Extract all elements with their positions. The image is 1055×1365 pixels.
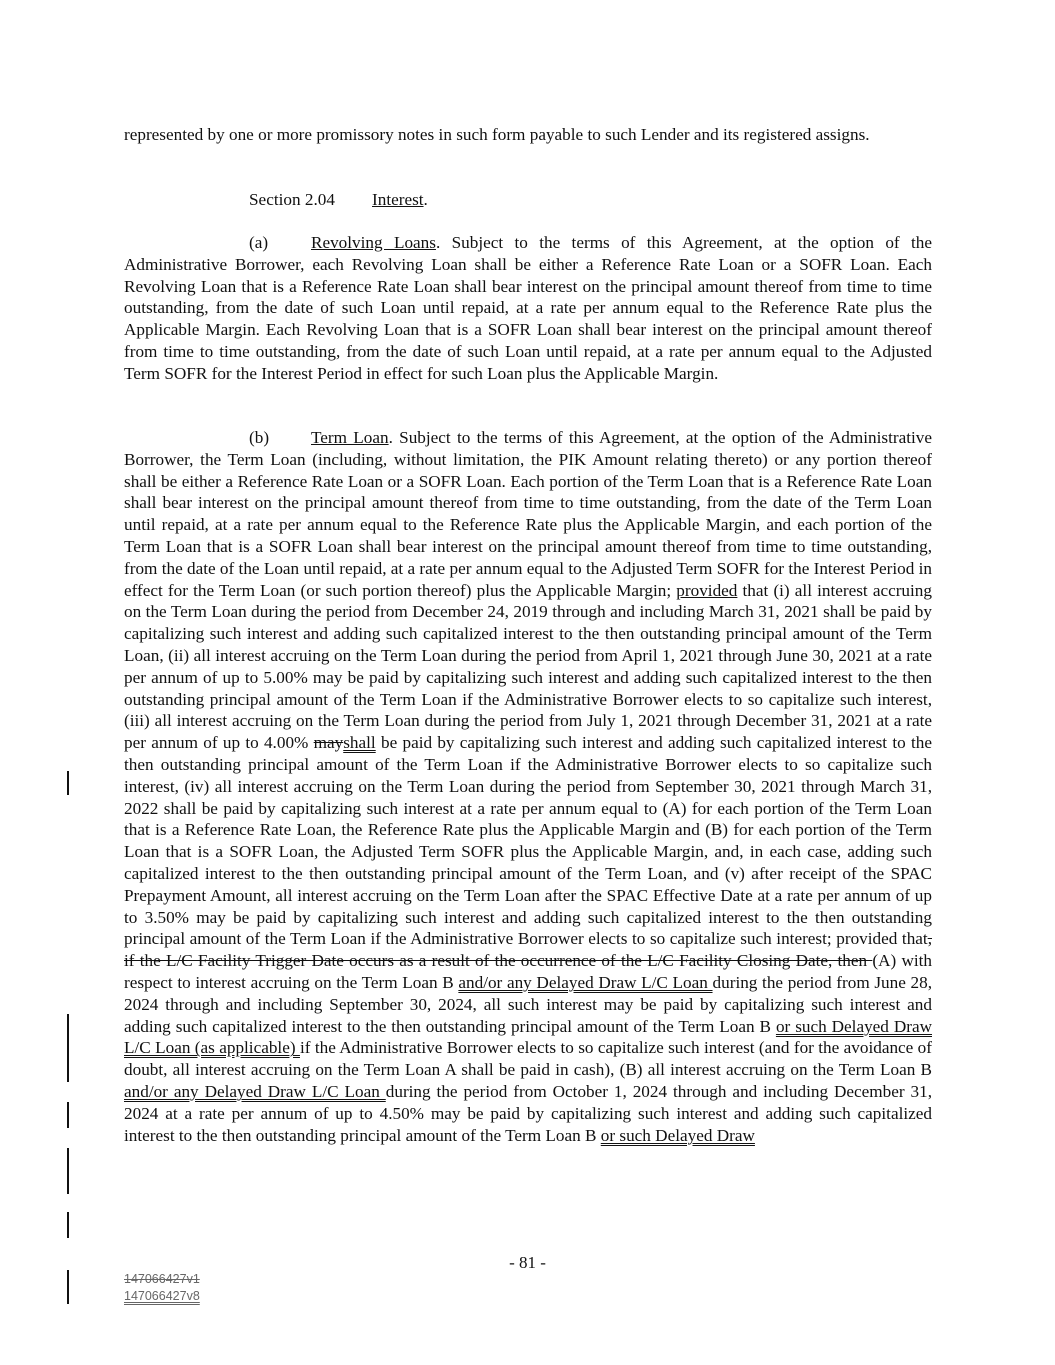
paragraph-a-text: . Subject to the terms of this Agreement, at the option of the Administrative Borrower, each Revolving Loan shall be either a Reference Rate Loan or a SOFR Loan. Each Revolving Loan that is a Reference Rate Loan shall bear interest on the principal amount thereof from time to time outstanding, from the date of such Loan until repaid, at a rate per annum equal to the Reference Rate plus the Applicable Margin. Each Revolving Loan that is a SOFR Loan shall bear interest on the principal amount thereof from time to time outstanding, from the date of such Loan until repaid, at a rate per annum equal to the Adjusted Term SOFR for the Interest Period in effect for such Loan plus the Applicable Margin. bbox=[124, 233, 932, 383]
change-bar bbox=[67, 771, 69, 795]
section-title-period: . bbox=[423, 190, 428, 209]
paragraph-b-text-7: during the period from October 1, 2024 through and including December 31, 2024 at a rate per annum of up to 4.50% may be paid by capitalizing such interest and adding such capitalized interest to the then outstanding principal amount of the Term Loan B bbox=[124, 1081, 932, 1145]
section-number: Section 2.04 bbox=[249, 190, 335, 209]
intro-text: represented by one or more promissory notes in such form payable to such Lender and its registered assigns. bbox=[124, 125, 870, 144]
paragraph-b-text-2: that (i) all interest accruing on the Term Loan during the period from December 24, 2019 through and including March 31, 2021 shall be paid by capitalizing such interest and adding such capitalized interest to the then outstanding principal amount of the Term Loan, (ii) all interest accruing on the Term Loan during the period from April 1, 2021 through June 30, 2021 at a rate per annum of up to 5.00% may be paid by capitalizing such interest and adding such capitalized interest to the then outstanding principal amount of the Term Loan if the Administrative Borrower elects to so capitalize such interest, (iii) all interest accruing on the Term Loan during the period from July 1, 2021 through December 31, 2021 at a rate per annum of up to 4.00% bbox=[124, 580, 932, 753]
provided-term: provided bbox=[676, 580, 738, 600]
inserted-text-3: or such Delayed Draw L/C Loan (as applicable) bbox=[124, 1016, 932, 1058]
paragraph-b-text-1: . Subject to the terms of this Agreement, at the option of the Administrative Borrower, the Term Loan (including, without limitation, the PIK Amount relating thereto) or any portion thereof shall be either a Reference Rate Loan or a SOFR Loan. Each portion of the Term Loan that is a Reference Rate Loan shall bear interest on the principal amount thereof from time to time outstanding, from the date of the Term Loan until repaid, at a rate per annum equal to the Reference Rate plus the Applicable Margin, and each portion of the Term Loan that is a SOFR Loan shall bear interest on the principal amount thereof from time to time outstanding, from the date of the Loan until repaid, at a rate per annum equal to the Adjusted Term SOFR for the Interest Period in effect for the Term Loan (or such portion thereof) plus the Applicable Margin; bbox=[124, 428, 932, 600]
paragraph-a-label: (a) bbox=[249, 233, 269, 252]
change-bar bbox=[67, 1148, 69, 1194]
paragraph-a bbox=[124, 232, 932, 385]
inserted-text-5: or such Delayed Draw bbox=[600, 1125, 755, 1145]
doc-id-old: 147066427v1 bbox=[124, 1272, 200, 1286]
paragraph-b-text-3: be paid by capitalizing such interest and adding such capitalized interest to the then outstanding principal amount of the Term Loan if the Administrative Borrower elects to so capitalize such interest, (iv) all interest accruing on the Term Loan during the period from September 30, 2021 through March 31, 2022 shall be paid by capitalizing such interest at a rate per annum equal to (A) for each portion of the Term Loan that is a Reference Rate Loan, the Reference Rate plus the Applicable Margin and (B) for each portion of the Term Loan that is a SOFR Loan, the Adjusted Term SOFR plus the Applicable Margin, and, in each case, adding such capitalized interest to the then outstanding principal amount of the Term Loan, and (v) after receipt of the SPAC Prepayment Amount, all interest accruing on the Term Loan after the SPAC Effective Date at a rate per annum of up to 3.50% may be paid by capitalizing such interest and adding such capitalized interest to the then outstanding principal amount of the Term Loan if the Administrative Borrower elects to so capitalize such interest; provided that bbox=[124, 733, 932, 949]
deleted-text-2: , if the L/C Facility Trigger Date occurs as a result of the occurrence of the L/C Facility Closing Date, then bbox=[124, 929, 932, 971]
inserted-text-2: and/or any Delayed Draw L/C Loan bbox=[458, 972, 713, 992]
section-heading bbox=[124, 189, 932, 211]
paragraph-b-text-5: during the period from June 28, 2024 through and including September 30, 2024, all such interest may be paid by capitalizing such interest and adding such capitalized interest to the then outstanding principal amount of the Term Loan B bbox=[124, 972, 932, 1036]
inserted-text-4: and/or any Delayed Draw L/C Loan bbox=[124, 1081, 386, 1101]
paragraph-b-label: (b) bbox=[249, 428, 270, 447]
change-bar bbox=[67, 1270, 69, 1304]
section-title: Interest bbox=[372, 190, 424, 209]
paragraph-b-text-4: (A) with respect to interest accruing on the Term Loan B bbox=[124, 951, 932, 992]
page-number: - 81 - bbox=[509, 1253, 546, 1272]
paragraph-b bbox=[124, 427, 932, 1146]
inserted-text-1: shall bbox=[343, 733, 376, 753]
paragraph-a-heading: Revolving Loans bbox=[311, 233, 436, 252]
doc-id-new: 147066427v8 bbox=[124, 1289, 200, 1303]
intro-paragraph bbox=[124, 124, 932, 146]
deleted-text-1: may bbox=[313, 733, 344, 753]
change-bar bbox=[67, 1102, 69, 1128]
change-bar bbox=[67, 1212, 69, 1238]
paragraph-b-heading: Term Loan bbox=[311, 428, 389, 447]
change-bar bbox=[67, 1014, 69, 1082]
paragraph-b-text-6: if the Administrative Borrower elects to so capitalize such interest (and for the avoidance of doubt, all interest accruing on the Term Loan A shall be paid in cash), (B) all interest accruing on the Term Loan B bbox=[124, 1038, 932, 1080]
